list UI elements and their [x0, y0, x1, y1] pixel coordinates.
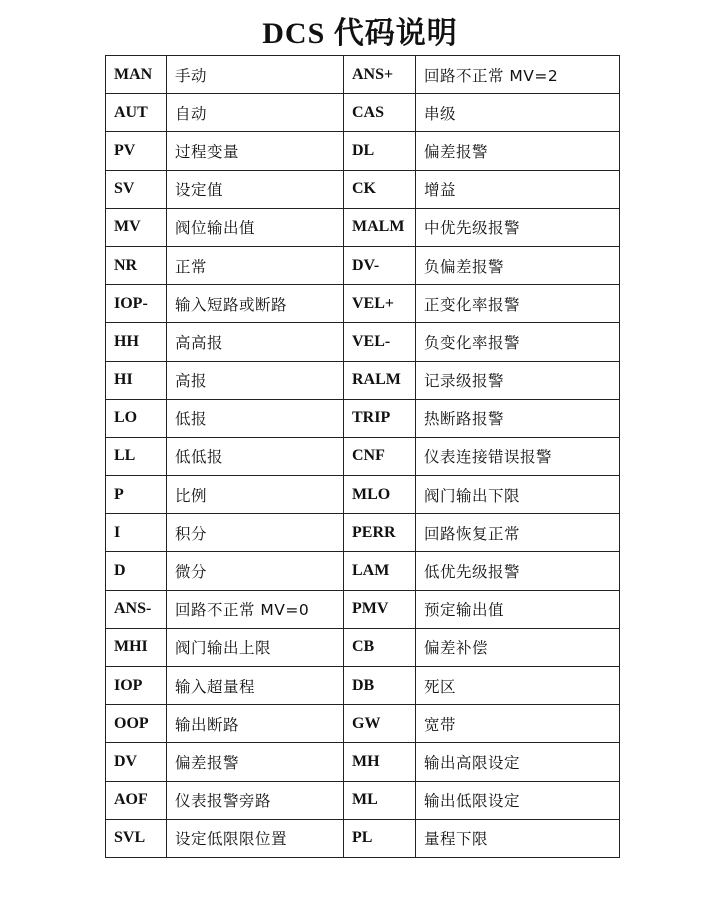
- code-cell: DV: [106, 743, 167, 781]
- description-cell: 仪表报警旁路: [167, 781, 344, 819]
- code-cell: IOP-: [106, 285, 167, 323]
- code-cell: PV: [106, 132, 167, 170]
- description-cell: 回路不正常 MV=2: [416, 56, 620, 94]
- table-row: [106, 514, 620, 552]
- table-row: [106, 323, 620, 361]
- code-cell: CAS: [344, 94, 416, 132]
- table-row: [106, 56, 620, 94]
- code-cell: TRIP: [344, 399, 416, 437]
- description-cell: 串级: [416, 94, 620, 132]
- table-row: [106, 399, 620, 437]
- description-cell: 热断路报警: [416, 399, 620, 437]
- description-cell: 积分: [167, 514, 344, 552]
- code-cell: DV-: [344, 246, 416, 284]
- code-cell: CNF: [344, 437, 416, 475]
- table-row: [106, 628, 620, 666]
- table-row: [106, 285, 620, 323]
- description-cell: 负偏差报警: [416, 246, 620, 284]
- code-cell: SVL: [106, 819, 167, 857]
- code-cell: MALM: [344, 208, 416, 246]
- description-cell: 输出高限设定: [416, 743, 620, 781]
- code-cell: HH: [106, 323, 167, 361]
- code-cell: CK: [344, 170, 416, 208]
- description-cell: 自动: [167, 94, 344, 132]
- code-cell: VEL-: [344, 323, 416, 361]
- code-cell: ANS+: [344, 56, 416, 94]
- table-row: [106, 132, 620, 170]
- table-row: [106, 781, 620, 819]
- description-cell: 记录级报警: [416, 361, 620, 399]
- code-cell: ANS-: [106, 590, 167, 628]
- description-cell: 低低报: [167, 437, 344, 475]
- code-cell: MH: [344, 743, 416, 781]
- dcs-code-table: [105, 55, 620, 858]
- table-row: [106, 552, 620, 590]
- code-cell: MAN: [106, 56, 167, 94]
- description-cell: 高报: [167, 361, 344, 399]
- table-row: [106, 476, 620, 514]
- page-title: DCS 代码说明: [262, 17, 458, 50]
- description-cell: 微分: [167, 552, 344, 590]
- table-row: [106, 437, 620, 475]
- description-cell: 负变化率报警: [416, 323, 620, 361]
- description-cell: 手动: [167, 56, 344, 94]
- description-cell: 正变化率报警: [416, 285, 620, 323]
- table-row: [106, 246, 620, 284]
- table-row: [106, 361, 620, 399]
- code-cell: PMV: [344, 590, 416, 628]
- code-cell: LAM: [344, 552, 416, 590]
- code-cell: SV: [106, 170, 167, 208]
- code-cell: HI: [106, 361, 167, 399]
- table-row: [106, 170, 620, 208]
- code-cell: IOP: [106, 667, 167, 705]
- description-cell: 正常: [167, 246, 344, 284]
- table-row: [106, 743, 620, 781]
- code-cell: NR: [106, 246, 167, 284]
- description-cell: 阀门输出上限: [167, 628, 344, 666]
- description-cell: 死区: [416, 667, 620, 705]
- description-cell: 偏差报警: [416, 132, 620, 170]
- code-cell: DB: [344, 667, 416, 705]
- code-cell: MHI: [106, 628, 167, 666]
- code-cell: PL: [344, 819, 416, 857]
- code-cell: MLO: [344, 476, 416, 514]
- description-cell: 阀位输出值: [167, 208, 344, 246]
- description-cell: 输出断路: [167, 705, 344, 743]
- code-cell: MV: [106, 208, 167, 246]
- description-cell: 偏差补偿: [416, 628, 620, 666]
- code-cell: DL: [344, 132, 416, 170]
- description-cell: 设定低限限位置: [167, 819, 344, 857]
- code-cell: ML: [344, 781, 416, 819]
- description-cell: 增益: [416, 170, 620, 208]
- description-cell: 量程下限: [416, 819, 620, 857]
- code-cell: P: [106, 476, 167, 514]
- description-cell: 预定输出值: [416, 590, 620, 628]
- code-cell: VEL+: [344, 285, 416, 323]
- description-cell: 偏差报警: [167, 743, 344, 781]
- description-cell: 高高报: [167, 323, 344, 361]
- code-cell: PERR: [344, 514, 416, 552]
- table-row: [106, 208, 620, 246]
- code-cell: LO: [106, 399, 167, 437]
- description-cell: 输入短路或断路: [167, 285, 344, 323]
- code-cell: D: [106, 552, 167, 590]
- description-cell: 宽带: [416, 705, 620, 743]
- description-cell: 低优先级报警: [416, 552, 620, 590]
- description-cell: 阀门输出下限: [416, 476, 620, 514]
- description-cell: 仪表连接错误报警: [416, 437, 620, 475]
- code-cell: I: [106, 514, 167, 552]
- description-cell: 回路不正常 MV=0: [167, 590, 344, 628]
- code-cell: GW: [344, 705, 416, 743]
- description-cell: 设定值: [167, 170, 344, 208]
- description-cell: 过程变量: [167, 132, 344, 170]
- table-row: [106, 819, 620, 857]
- description-cell: 比例: [167, 476, 344, 514]
- code-cell: CB: [344, 628, 416, 666]
- table-row: [106, 705, 620, 743]
- code-cell: RALM: [344, 361, 416, 399]
- description-cell: 低报: [167, 399, 344, 437]
- table-row: [106, 667, 620, 705]
- description-cell: 中优先级报警: [416, 208, 620, 246]
- code-cell: AUT: [106, 94, 167, 132]
- code-cell: OOP: [106, 705, 167, 743]
- description-cell: 输入超量程: [167, 667, 344, 705]
- description-cell: 回路恢复正常: [416, 514, 620, 552]
- description-cell: 输出低限设定: [416, 781, 620, 819]
- code-cell: LL: [106, 437, 167, 475]
- table-row: [106, 590, 620, 628]
- table-body: [106, 56, 620, 858]
- code-cell: AOF: [106, 781, 167, 819]
- table-row: [106, 94, 620, 132]
